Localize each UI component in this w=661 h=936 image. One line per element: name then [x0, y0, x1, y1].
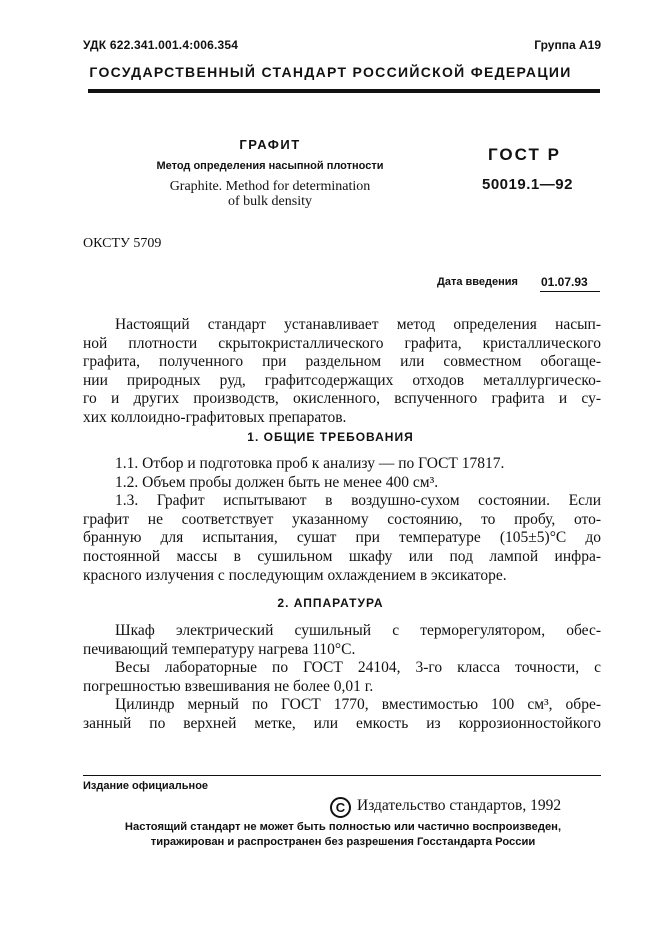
reproduction-notice [83, 820, 603, 850]
publisher-text: Издательство стандартов, 1992 [357, 797, 562, 814]
udk-code: УДК 622.341.001.4:006.354 [83, 38, 239, 52]
intro-line: нии природных руд, графитсодержащих отходов металлургическо- [83, 371, 601, 389]
subtitle-english [120, 179, 420, 209]
section-2-line: погрешностью взвешивания не более 0,01 г. [83, 677, 374, 695]
date-underline [540, 291, 600, 292]
subtitle-english-line-1: Graphite. Method for determination [169, 179, 371, 194]
gost-number: 50019.1—92 [482, 176, 573, 193]
subtitle-russian: Метод определения насыпной плотности [156, 160, 384, 172]
edition-label: Издание официальное [83, 780, 209, 792]
date-value: 01.07.93 [541, 275, 588, 289]
section-2-line: Цилиндр мерный по ГОСТ 1770, вместимостью 100 см³, обре- [115, 696, 601, 714]
document-title: ГРАФИТ [239, 137, 301, 152]
intro-line: графита, полученного при раздельном или совместном обогаще- [83, 353, 601, 371]
section-1-line: 1.1. Отбор и подготовка проб к анализу — по ГОСТ 17817. [115, 455, 505, 472]
section-2-line: Весы лабораторные по ГОСТ 24104, 3-го класса точности, с [115, 659, 601, 677]
state-standard-heading: ГОСУДАРСТВЕННЫЙ СТАНДАРТ РОССИЙСКОЙ ФЕДЕРАЦИИ [89, 64, 572, 80]
section-2-body [83, 622, 601, 734]
notice-line-1: Настоящий стандарт не может быть полностью или частично воспроизведен, [124, 821, 562, 833]
group-code: Группа А19 [534, 38, 601, 52]
section-1-line: красного излучения с последующим охлаждением в эксикаторе. [83, 566, 507, 584]
section-1-line: графит не соответствует указанному состоянию, то пробу, ото- [83, 510, 601, 528]
notice-line-2: тиражирован и распространен без разрешения Госстандарта России [150, 836, 536, 848]
copyright-icon: C [330, 797, 351, 818]
section-1-line: 1.3. Графит испытывают в воздушно-сухом состоянии. Если [115, 492, 601, 510]
intro-line: ной плотности скрытокристаллического графита, кристаллического [83, 334, 601, 352]
publisher-line [330, 797, 561, 818]
section-2-title: 2. АППАРАТУРА [277, 596, 384, 610]
intro-paragraph [83, 316, 601, 428]
section-1-title: 1. ОБЩИЕ ТРЕБОВАНИЯ [247, 430, 414, 444]
section-1-line: 1.2. Объем пробы должен быть не менее 400 см³. [115, 473, 439, 491]
intro-line: хих коллоидно-графитовых препаратов. [83, 408, 347, 426]
subtitle-english-line-2: of bulk density [228, 194, 312, 209]
okstu-code: ОКСТУ 5709 [83, 236, 162, 251]
section-2-line: Шкаф электрический сушильный с терморегулятором, обес- [115, 622, 601, 639]
section-1-line: постоянной массы в сушильном шкафу или под лампой инфра- [83, 547, 601, 565]
section-1-line: бранную для испытания, сушат при температуре (105±5)°С до [83, 529, 601, 547]
section-2-line: занный по верхней метке, или емкость из коррозионностойкого [83, 714, 601, 732]
section-2-line: печивающий температуру нагрева 110°С. [83, 640, 356, 658]
header-rule [88, 89, 600, 93]
intro-line: го и других производств, окисленного, вспученного графита и су- [83, 390, 601, 408]
footer-rule [83, 775, 601, 776]
section-1-body [83, 455, 601, 585]
gost-label: ГОСТ Р [488, 145, 561, 164]
intro-line: Настоящий стандарт устанавливает метод определения насып- [115, 316, 601, 333]
date-label: Дата введения [437, 276, 518, 288]
